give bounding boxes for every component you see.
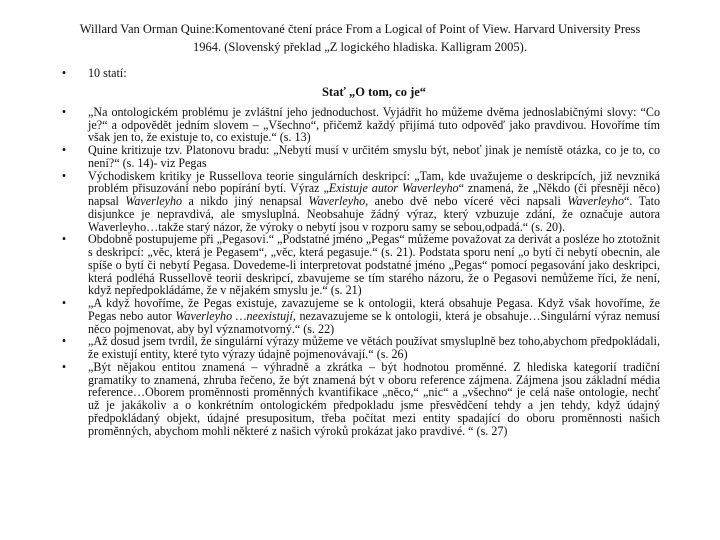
list-item	[60, 233, 660, 297]
bullet-icon: •	[61, 296, 67, 310]
section-heading: Stať „O tom, co je“	[321, 84, 427, 99]
bullet-icon: •	[61, 66, 67, 80]
item-text: „Být nějakou entitou znamená – výhradně a zkrátka – být hodnotou proměnné. Z hlediska kategorií tradiční gramatiky to znamená, zhruba řečeno, že být znamená být v oboru reference zájmena. Zájmena jsou základní média reference…Oborem proměnnosti proměnných kvantifikace „něco,“ „nic“ a „všechno“ je celá naše ontologie, nechť už je jakákoliv a o konkrétním ontologickém předpokladu jsme přesvědčení tehdy a jen tehdy, když údajný předpokládaný objekt, údajné presupositum, třeba počítat mezi entity spadající do oboru proměnnosti našich proměnných, abychom mohli některé z našich výroků prokázat jako pravdivé. “ (s. 27)	[88, 359, 660, 438]
item-text: Východiskem kritiky je Russellova teorie singulárních deskripcí: „Tam, kde uvažujeme o deskripcích, již nevzniká problém přisuzování nebo popírání bytí. Výraz „	[88, 168, 660, 196]
item-emphasis: Waverleyho	[567, 194, 625, 208]
item-text: „A když hovoříme, že Pegas existuje, zavazujeme se k ontologii, která obsahuje Pegasa. Když však hovoříme, že Pegas nebo autor	[88, 296, 660, 323]
item-text: a nikdo jiný nenapsal	[182, 194, 309, 208]
list-item	[60, 297, 660, 335]
bullet-icon: •	[61, 359, 67, 374]
item-text: nezavazujeme se k ontologii, která je obsahuje…Singulární výraz nemusí něco pojmenovat, aby byl významotvorný.“ (s. 22)	[88, 308, 660, 336]
item-emphasis: Waverleyho	[125, 194, 183, 208]
list-item	[60, 67, 660, 99]
item-emphasis: Waverleyho	[308, 194, 366, 208]
item-text: Quine kritizuje tzv. Platonovu bradu: „Nebytí musí v určitém smyslu být, neboť jinak je nemístě otázka, co je to, co není?“ (s. 14)- viz Pegas	[88, 143, 660, 170]
bullet-icon: •	[61, 232, 67, 247]
list-item	[60, 335, 660, 361]
item-text: 10 statí:	[88, 66, 127, 80]
item-text: „Až dosud jsem tvrdil, že singulární výrazy můžeme ve větách používat smysluplně bez toho,abychom předpokládali, že existují entity, které tyto výrazy údajně pojmenovávají.“ (s. 26)	[88, 334, 660, 361]
document-title: Willard Van Orman Quine:Komentované čtení práce From a Logical of Point of View. Harvard University Press 1964. (Slovenský překlad „Z logického hladiska. Kalligram 2005).	[79, 22, 641, 54]
item-text: “ znamená, že „Někdo (či přesněji něco) napsal	[88, 181, 660, 208]
item-text: “. Tato disjunkce je nepravdivá, ale smysluplná. Neobsahuje žádný výraz, který vzbuzuje zdání, že označuje autora Waverleyho…takže starý názor, že výroky o nebytí jsou v rozporu samy se sebou,odpadá.“ (s. 20).	[88, 194, 661, 234]
bullet-icon: •	[61, 104, 67, 119]
list-item	[60, 170, 660, 234]
list-item	[60, 106, 660, 144]
item-text: Obdobně postupujeme při „Pegasovi.“ „Podstatné jméno „Pegas“ můžeme považovat za derivát a posléze ho ztotožnit s deskripcí: „věc, která je Pegasem“, „věc, která pegasuje.“ (s. 21). Podstata sporu není „o bytí či nebytí obecnin, ale spíše o bytí či nebytí Pegasa. Dovedeme-li interpretovat podstatné jméno „Pegas“ pomocí pegasování jako deskripci, která podléhá Russellově teorii deskripcí, zbavujeme se tím starého názoru, že o Pegasovi nemůžeme říci, že není, když nepředpokládáme, že v nějakém smyslu je.“ (s. 21)	[88, 232, 660, 298]
bullet-icon: •	[61, 168, 67, 183]
item-text: , anebo dvě nebo víceré věci napsali	[365, 194, 568, 208]
item-text: „Na ontologickém problému je zvláštní jeho jednoduchost. Vyjádřit ho můžeme dvěma jednoslabičnými slovy: “Co je?“ a odpovědět jedním slovem – „Všechno“, přičemž každý přijímá tuto odpověď jako pravdivou. Hovoříme tím však jen to, že existuje to, co existuje.“ (s. 13)	[88, 104, 660, 145]
list-item	[60, 361, 660, 438]
bullet-icon: •	[61, 334, 67, 349]
item-emphasis: Existuje autor Waverleyho	[328, 181, 459, 196]
list-item	[60, 144, 660, 170]
item-emphasis: Waverleyho …neexistují,	[175, 308, 296, 323]
bullet-icon: •	[61, 143, 67, 157]
bullet-list	[60, 67, 660, 437]
